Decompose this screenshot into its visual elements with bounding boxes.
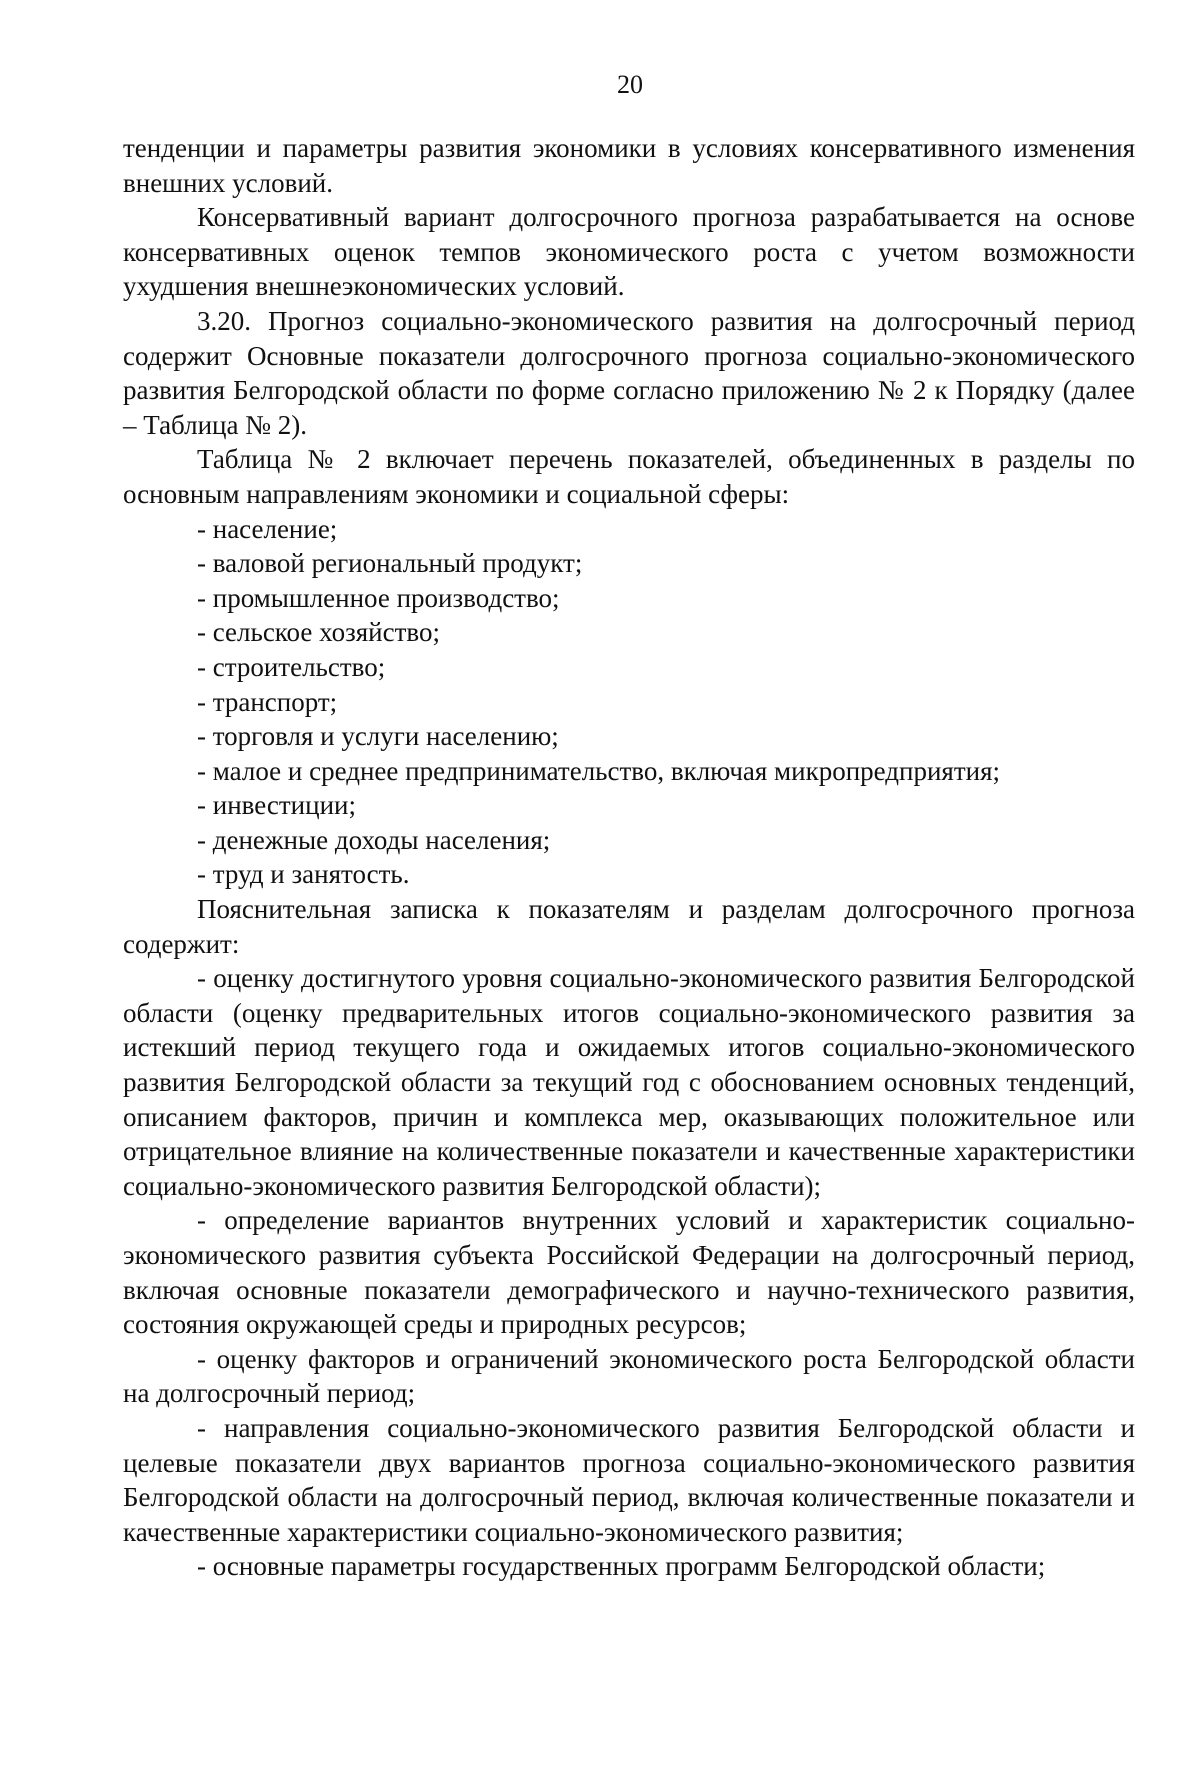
paragraph-factors: - оценку факторов и ограничений экономического роста Белгородской области на долгосрочный период; bbox=[123, 1343, 1135, 1409]
paragraph-variants: - определение вариантов внутренних условий и характеристик социально-экономического развития субъекта Российской Федерации на долгосрочный период, включая основные показатели демографического и научно-технического развития, состояния окружающей среды и природных ресурсов; bbox=[123, 1205, 1135, 1340]
paragraph-explanatory-note: Пояснительная записка к показателям и разделам долгосрочного прогноза содержит: bbox=[123, 894, 1135, 959]
sections-list bbox=[123, 512, 1135, 893]
list-item: - денежные доходы населения; bbox=[197, 824, 551, 855]
paragraph-table-2: Таблица № 2 включает перечень показателей, объединенных в разделы по основным направлениям экономики и социальной сферы: bbox=[123, 444, 1135, 509]
list-item: - транспорт; bbox=[197, 686, 338, 717]
list-item: - население; bbox=[197, 513, 338, 544]
paragraph-conservative-variant: Консервативный вариант долгосрочного прогноза разрабатывается на основе консервативных оценок темпов экономического роста с учетом возможности ухудшения внешнеэкономических условий. bbox=[123, 202, 1135, 302]
paragraph-continuation: тенденции и параметры развития экономики в условиях консервативного изменения внешних условий. bbox=[123, 133, 1135, 198]
list-item: - инвестиции; bbox=[197, 790, 356, 821]
list-item: - малое и среднее предпринимательство, включая микропредприятия; bbox=[197, 755, 1000, 786]
paragraph-state-programs: - основные параметры государственных программ Белгородской области; bbox=[197, 1551, 1046, 1582]
paragraph-assessment: - оценку достигнутого уровня социально-экономического развития Белгородской области (оценку предварительных итогов социально-экономического развития за истекший период текущего года и ожидаемых итогов социально-экономического развития Белгородской области за текущий год с обоснованием основных тенденций, описанием факторов, причин и комплекса мер, оказывающих положительное или отрицательное влияние на количественные показатели и качественные характеристики социально-экономического развития Белгородской области); bbox=[123, 963, 1135, 1201]
list-item: - промышленное производство; bbox=[197, 582, 560, 613]
list-item: - строительство; bbox=[197, 651, 386, 682]
list-item: - валовой региональный продукт; bbox=[197, 548, 583, 579]
paragraph-3-20: 3.20. Прогноз социально-экономического развития на долгосрочный период содержит Основные показатели долгосрочного прогноза социально-экономического развития Белгородской области по форме согласно приложению № 2 к Порядку (далее – Таблица № 2). bbox=[123, 305, 1135, 440]
list-item: - сельское хозяйство; bbox=[197, 617, 440, 648]
page-number: 20 bbox=[617, 70, 643, 99]
paragraph-directions: - направления социально-экономического развития Белгородской области и целевые показатели двух вариантов прогноза социально-экономического развития Белгородской области на долгосрочный период, включая количественные показатели и качественные характеристики социально-экономического развития; bbox=[123, 1412, 1135, 1547]
list-item: - труд и занятость. bbox=[197, 859, 410, 890]
list-item: - торговля и услуги населению; bbox=[197, 721, 559, 752]
document-body bbox=[123, 131, 1135, 1584]
